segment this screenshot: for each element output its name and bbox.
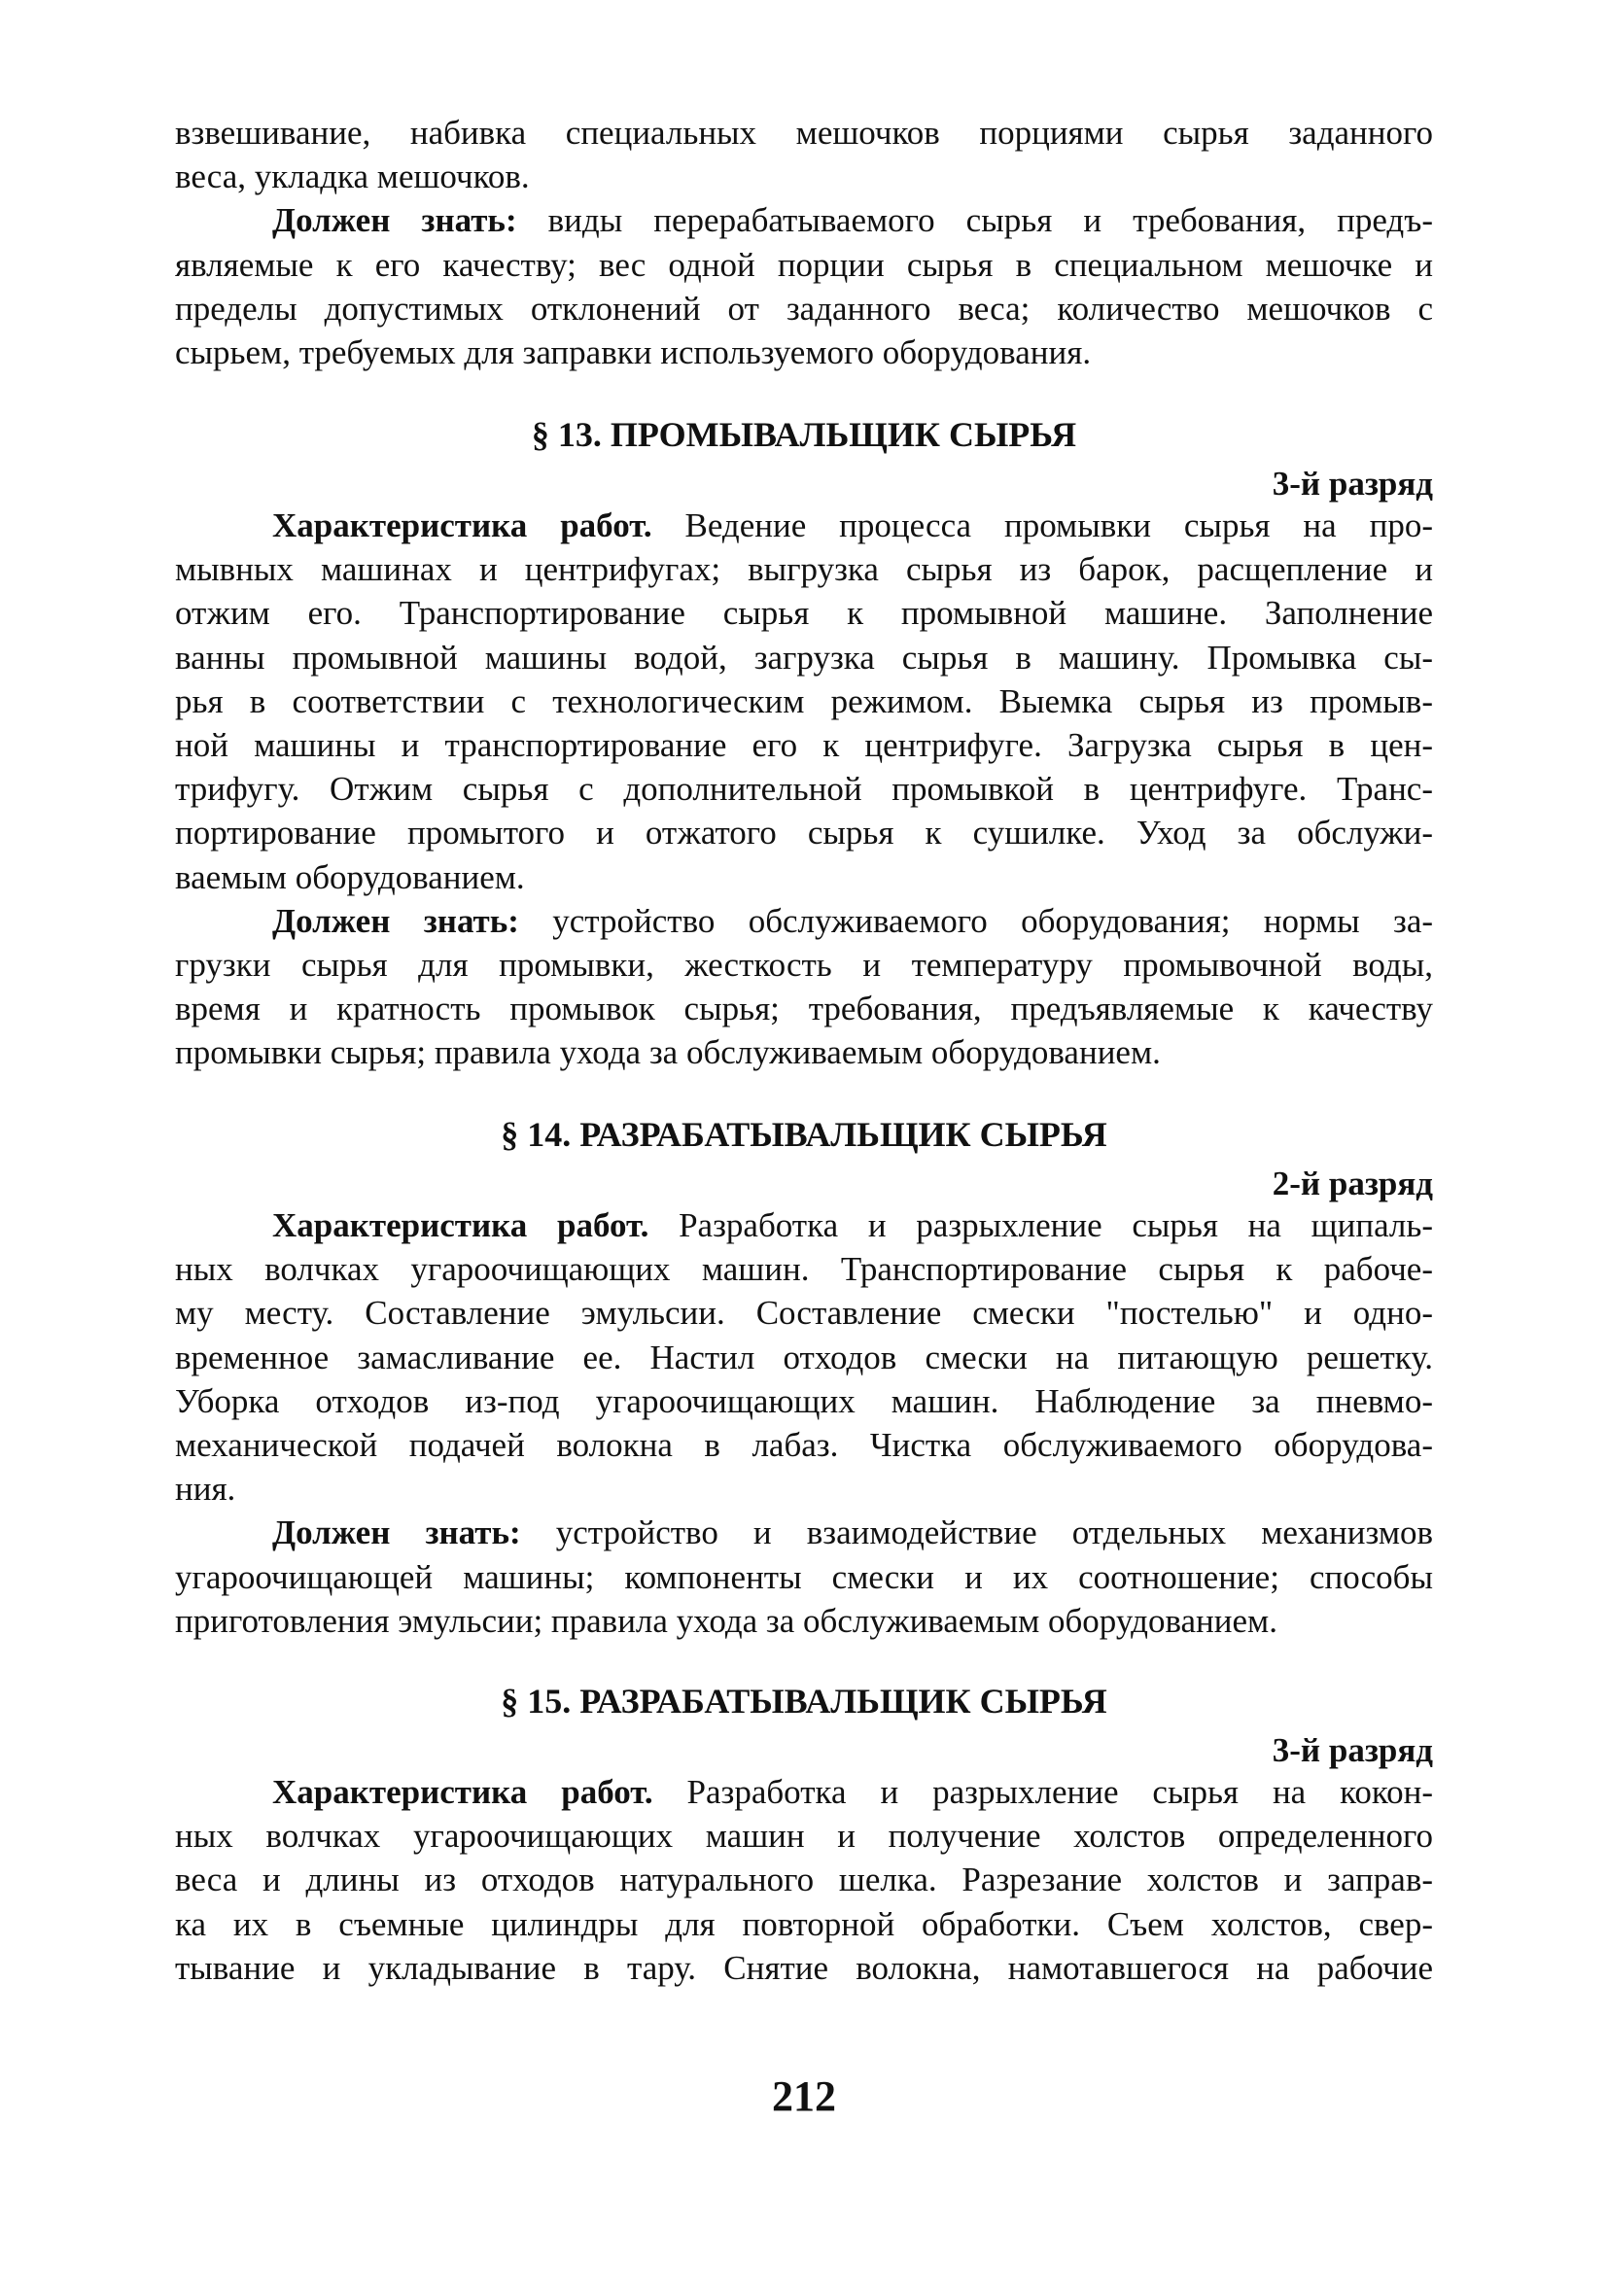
grade-label: 3-й разряд <box>1272 465 1433 503</box>
knowledge-label: Должен знать: <box>272 201 517 240</box>
knowledge-line-first <box>175 1511 1433 1554</box>
text-line: рья в соответствии с технологическим режимом. Выемка сырья из промыв- <box>175 681 1433 720</box>
characteristic-line-first <box>175 1770 1433 1814</box>
section-heading: § 15. РАЗРАБАТЫВАЛЬЩИК СЫРЬЯ <box>501 1682 1107 1721</box>
characteristic-label: Характеристика работ. <box>272 1773 653 1811</box>
text-line: му месту. Составление эмульсии. Составление смески "постелью" и одно- <box>175 1294 1433 1333</box>
text-line: отжим его. Транспортирование сырья к промывной машине. Заполнение <box>175 594 1433 633</box>
text-line: являемые к его качеству; вес одной порции сырья в специальном мешочке и <box>175 245 1433 284</box>
characteristic-text: Ведение процесса промывки сырья на про- <box>684 506 1434 544</box>
characteristic-text: Разработка и разрыхление сырья на щипаль- <box>679 1206 1434 1244</box>
section-heading: § 13. ПРОМЫВАЛЬЩИК СЫРЬЯ <box>531 415 1077 454</box>
text-line: временное замасливание ее. Настил отходов смески на питающую решетку. <box>175 1338 1433 1376</box>
text-line: тывание и укладывание в тару. Снятие волокна, намотавшегося на рабочие <box>175 1948 1433 1987</box>
section-15-body <box>175 1770 1433 1990</box>
knowledge-text: устройство обслуживаемого оборудования; нормы за- <box>552 901 1434 940</box>
knowledge-text: устройство и взаимодействие отдельных механизмов <box>555 1513 1434 1552</box>
text-line: угароочищающей машины; компоненты смески и их соотношение; способы <box>175 1557 1433 1596</box>
text-line: ваемым оборудованием. <box>175 857 525 896</box>
section-14-body <box>175 1203 1433 1643</box>
characteristic-text: Разработка и разрыхление сырья на кокон- <box>686 1773 1433 1811</box>
characteristic-line-first <box>175 504 1433 547</box>
text-line: Уборка отходов из-под угароочищающих машин. Наблюдение за пневмо- <box>175 1381 1433 1420</box>
section-13-body <box>175 504 1433 1074</box>
text-line: ной машины и транспортирование его к центрифуге. Загрузка сырья в цен- <box>175 725 1433 764</box>
characteristic-label: Характеристика работ. <box>272 1206 649 1244</box>
text-line: веса и длины из отходов натурального шелка. Разрезание холстов и заправ- <box>175 1861 1433 1899</box>
characteristic-label: Характеристика работ. <box>272 506 652 544</box>
text-line: ных волчках угароочищающих машин. Транспортирование сырья к рабоче- <box>175 1250 1433 1289</box>
intro-block <box>175 111 1433 374</box>
characteristic-line-first <box>175 1203 1433 1247</box>
text-line: ка их в съемные цилиндры для повторной обработки. Съем холстов, свер- <box>175 1904 1433 1943</box>
text-line: портирование промытого и отжатого сырья к сушилке. Уход за обслужи- <box>175 814 1433 852</box>
text-line: приготовления эмульсии; правила ухода за обслуживаемым оборудованием. <box>175 1601 1277 1640</box>
text-line: ния. <box>175 1470 236 1509</box>
section-heading: § 14. РАЗРАБАТЫВАЛЬЩИК СЫРЬЯ <box>501 1115 1107 1154</box>
text-line: механической подачей волокна в лабаз. Чистка обслуживаемого оборудова- <box>175 1425 1433 1464</box>
text-line: трифугу. Отжим сырья с дополнительной промывкой в центрифуге. Транс- <box>175 770 1433 809</box>
grade-label: 3-й разряд <box>1272 1731 1433 1769</box>
text-line: ных волчках угароочищающих машин и получение холстов определенного <box>175 1817 1433 1856</box>
text-line: грузки сырья для промывки, жесткость и температуру промывочной воды, <box>175 945 1433 984</box>
text-line: взвешивание, набивка специальных мешочков порциями сырья заданного <box>175 114 1433 152</box>
knowledge-line-first <box>175 198 1433 242</box>
text-line: ванны промывной машины водой, загрузка сырья в машину. Промывка сы- <box>175 638 1433 677</box>
knowledge-line-first <box>175 899 1433 943</box>
knowledge-text: виды перерабатываемого сырья и требования, предъ- <box>547 201 1433 240</box>
text-line: веса, укладка мешочков. <box>175 157 530 196</box>
page-number: 212 <box>772 2072 836 2120</box>
grade-label: 2-й разряд <box>1272 1165 1433 1202</box>
knowledge-label: Должен знать: <box>272 1513 521 1552</box>
knowledge-label: Должен знать: <box>272 901 519 940</box>
text-line: промывки сырья; правила ухода за обслуживаемым оборудованием. <box>175 1033 1161 1072</box>
text-line: сырьем, требуемых для заправки используемого оборудования. <box>175 332 1092 371</box>
text-line: пределы допустимых отклонений от заданного веса; количество мешочков с <box>175 289 1433 328</box>
text-line: время и кратность промывок сырья; требования, предъявляемые к качеству <box>175 990 1433 1028</box>
text-line: мывных машинах и центрифугах; выгрузка сырья из барок, расщепление и <box>175 550 1433 589</box>
